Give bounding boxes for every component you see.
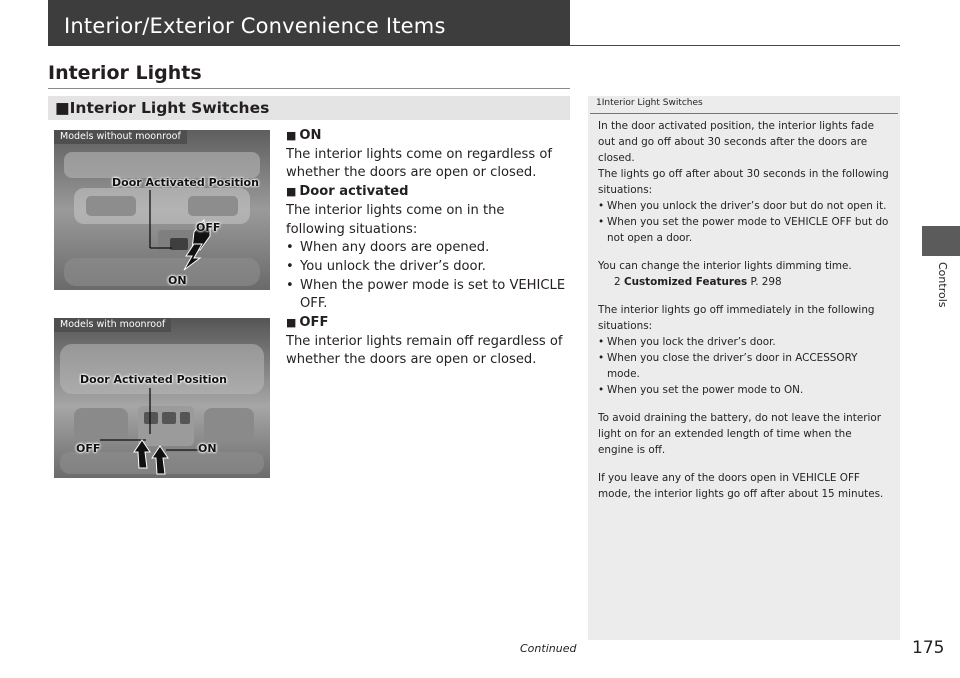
off-callout: OFF (196, 221, 221, 234)
note-paragraph: If you leave any of the doors open in VEHICLE OFF mode, the interior lights go off after about 15 minutes. (598, 472, 884, 500)
bullet-icon: • (286, 258, 294, 274)
list-item (598, 334, 890, 350)
list-item (598, 198, 890, 214)
door-activated-callout: Door Activated Position (112, 176, 259, 189)
chapter-side-label: Controls (936, 262, 949, 308)
section-title: Interior Lights (48, 62, 202, 84)
door-activated-callout: Door Activated Position (80, 373, 227, 386)
bullet-icon: • (598, 352, 605, 364)
list-item-text: You unlock the driver’s door. (300, 258, 486, 274)
list-item (598, 350, 890, 382)
on-callout: ON (168, 274, 187, 287)
list-item-text: When you lock the driver’s door. (607, 336, 776, 348)
spacer (598, 246, 890, 258)
spacer (598, 398, 890, 410)
bullet-icon: • (598, 384, 605, 396)
note-paragraph: The lights go off after about 30 seconds in the following situations: (598, 168, 889, 196)
note-paragraph: You can change the interior lights dimming time. (598, 260, 852, 272)
on-heading-text: ON (299, 128, 322, 143)
xref-title: Customized Features (623, 276, 748, 288)
on-callout: ON (198, 442, 217, 455)
note-icon: 1 (596, 98, 602, 108)
bullet-icon: • (598, 200, 605, 212)
switch-descriptions (286, 127, 566, 314)
square-marker-icon: ■ (286, 185, 297, 199)
list-item (286, 258, 566, 277)
note-head-label: Interior Light Switches (601, 98, 703, 108)
list-item-text: When you unlock the driver’s door but do not open it. (607, 200, 887, 212)
list-item (286, 277, 566, 314)
list-item-text: When you close the driver’s door in ACCESSORY mode. (607, 352, 858, 380)
figure-tag: Models with moonroof (54, 318, 171, 332)
square-marker-icon: ■ (286, 129, 297, 142)
chapter-tab (922, 226, 960, 256)
figure-without-moonroof (54, 130, 270, 290)
section-rule (48, 88, 570, 89)
off-heading-text: OFF (299, 315, 329, 330)
off-heading (286, 314, 566, 333)
header-rule (570, 45, 900, 46)
door-activated-heading (286, 183, 566, 202)
continued-label: Continued (520, 642, 577, 655)
list-item (598, 382, 890, 398)
overhead-console-illustration (54, 130, 270, 290)
xref-page: P. 298 (747, 276, 782, 288)
square-marker-icon: ■ (286, 316, 297, 329)
door-activated-description: The interior lights come on in the following situations: (286, 202, 505, 237)
door-activated-heading-text: Door activated (299, 184, 409, 200)
note-paragraph: In the door activated position, the interior lights fade out and go off about 30 seconds after the doors are closed. (598, 120, 875, 164)
note-head (596, 98, 703, 108)
bullet-icon: • (286, 240, 294, 256)
on-description: The interior lights come on regardless of whether the doors are open or closed. (286, 146, 552, 181)
note-text (598, 118, 890, 502)
spacer (598, 458, 890, 470)
list-item (598, 214, 890, 246)
figure-tag: Models without moonroof (54, 130, 187, 144)
bullet-icon: • (598, 216, 605, 228)
off-callout: OFF (76, 442, 101, 455)
spacer (598, 290, 890, 302)
square-marker-icon: ■ (55, 99, 70, 117)
list-item-text: When any doors are opened. (300, 240, 490, 256)
list-item-text: When you set the power mode to ON. (607, 384, 804, 396)
bullet-icon: • (598, 336, 605, 348)
subsection-title-text: Interior Light Switches (69, 99, 270, 117)
off-description: The interior lights remain off regardless of whether the doors are open or closed. (286, 333, 563, 368)
note-paragraph: To avoid draining the battery, do not leave the interior light on for an extended length of time when the engine is off. (598, 412, 882, 456)
page-number: 175 (912, 638, 945, 658)
arrow-ref-icon: 2 (614, 276, 621, 288)
note-paragraph: The interior lights go off immediately in the following situations: (598, 304, 875, 332)
off-section (286, 314, 566, 370)
list-item (286, 239, 566, 258)
chapter-title: Interior/Exterior Convenience Items (64, 14, 446, 38)
subsection-title (55, 99, 269, 117)
list-item-text: When the power mode is set to VEHICLE OFF. (300, 277, 566, 312)
bullet-icon: • (286, 277, 294, 293)
cross-reference-link[interactable] (598, 274, 890, 290)
list-item-text: When you set the power mode to VEHICLE OFF but do not open a door. (607, 216, 889, 244)
figure-with-moonroof (54, 318, 270, 478)
on-heading (286, 127, 566, 146)
